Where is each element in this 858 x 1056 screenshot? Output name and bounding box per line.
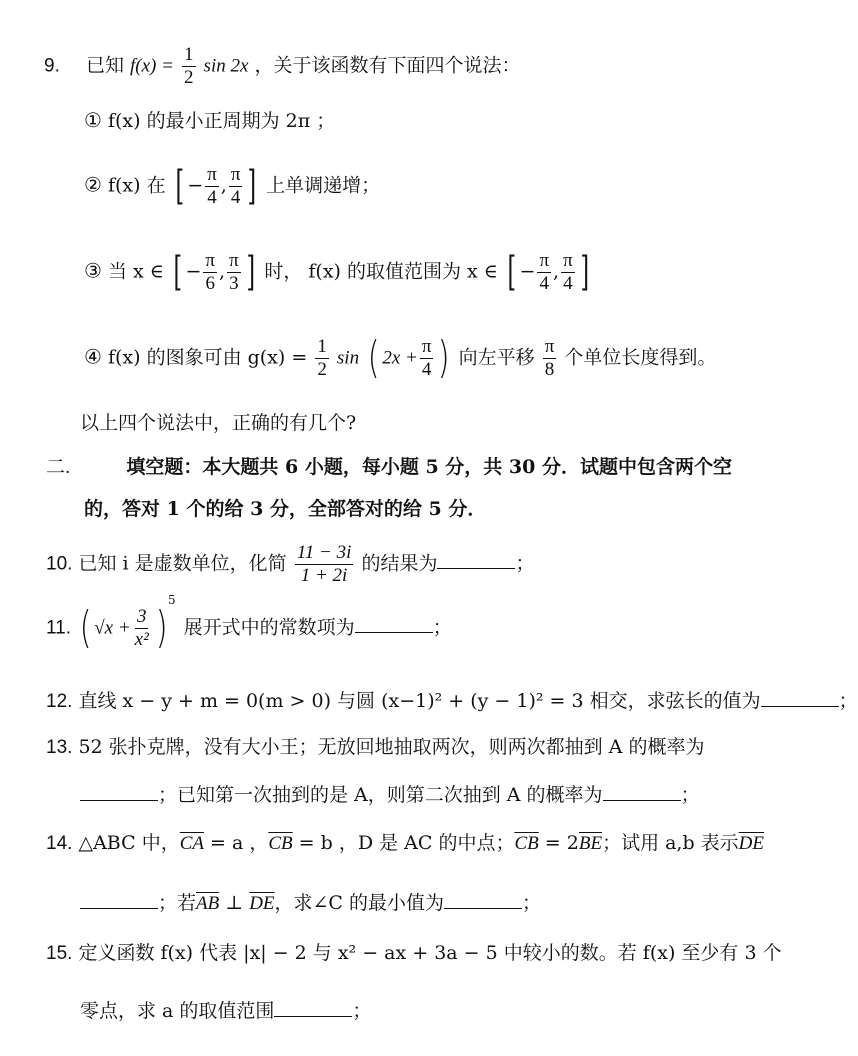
q14-vec-de2: $\overline{DE}$ (249, 893, 275, 914)
q9-s4-inner: 2x + (382, 347, 418, 369)
q14-line2 (80, 890, 541, 913)
q12-a: 直线 x − y + m = 0(m > 0) 与圆 (x−1)² + (y − 1)² = 3 相交，求弦长的值为 (78, 690, 761, 712)
right-bracket-icon: ] (580, 249, 589, 296)
q14-vec-ca: $\overline{CA}$ (179, 833, 204, 854)
q14-vec-ab: $\overline{AB}$ (196, 893, 220, 914)
left-paren-icon: ( (367, 332, 380, 384)
q9-func: f(x) = (130, 55, 174, 77)
q9-statement-2 (84, 164, 380, 209)
q13-line1-text: 52 张扑克牌，没有大小王；无放回地抽取两次，则两次都抽到 A 的概率为 (78, 736, 705, 758)
q9-s3-c: f(x) 的取值范围为 x ∈ (308, 260, 498, 283)
q14-eq2: = 2 (538, 832, 579, 854)
q9-half-fraction: $\frac{1}{2}$ (184, 44, 194, 88)
q9-s3-frac-4: $\frac{\pi}{4}$ (563, 250, 573, 294)
q14-vec-cb2: $\overline{CB}$ (514, 833, 539, 854)
q10-end: ； (515, 552, 535, 575)
right-paren-icon: ) (437, 332, 451, 384)
q9-s4-c: 个单位长度得到。 (564, 346, 717, 369)
circled-2-icon: ② (84, 172, 102, 197)
q11-a: 展开式中的常数项为 (183, 616, 355, 639)
q15-line1 (46, 944, 782, 963)
q14-vec-cb: $\overline{CB}$ (268, 833, 293, 854)
q13-line2 (80, 782, 700, 805)
q10-line (46, 542, 534, 587)
q9-s3-a: 当 x ∈ (107, 260, 164, 283)
q13-line2a: ；已知第一次抽到的是 A，则第二次抽到 A 的概率为 (158, 784, 603, 806)
section2-label: 二. (46, 457, 71, 478)
q9-statement-1 (84, 110, 335, 131)
q11-answer-blank[interactable] (355, 614, 433, 633)
q12-line (46, 688, 858, 711)
q9-s1-text: f(x) 的最小正周期为 2π ； (107, 110, 336, 132)
q13-line1 (46, 738, 705, 757)
q12-answer-blank[interactable] (761, 688, 839, 707)
q9-s2-b: 上单调递增； (266, 174, 381, 197)
circled-4-icon: ④ (84, 344, 102, 369)
q14-vec-de: $\overline{DE}$ (738, 833, 764, 854)
comma: , (219, 260, 226, 283)
q9-s4-half: $\frac{1}{2}$ (317, 336, 327, 380)
q9-s3-frac-2: $\frac{\pi}{3}$ (229, 250, 239, 294)
left-bracket-icon: [ (175, 163, 184, 210)
minus-sign: − (185, 260, 202, 283)
q10-answer-blank[interactable] (437, 550, 515, 569)
q9-number: 9. (44, 55, 60, 77)
q14-answer-blank-1[interactable] (80, 890, 158, 909)
right-paren-icon: ) (155, 602, 168, 654)
q9-s4-b: 向左平移 (458, 346, 535, 369)
q10-a: 已知 i 是虚数单位，化简 (78, 552, 287, 575)
q11-number: 11. (46, 617, 72, 639)
q9-s2-frac-1: $\frac{\pi}{4}$ (207, 164, 217, 208)
q9-s4-sin: sin (336, 347, 360, 369)
q9-s2-frac-2: $\frac{\pi}{4}$ (230, 164, 241, 208)
q13-answer-blank-2[interactable] (603, 782, 681, 801)
q14-vec-be: $\overline{BE}$ (578, 833, 603, 854)
q14-line1 (46, 834, 764, 853)
perpendicular-icon: ⊥ (219, 892, 250, 914)
q14-answer-blank-2[interactable] (444, 890, 522, 909)
q14-line1a: △ABC 中， (78, 832, 180, 854)
q9-s3-b: 时， (264, 260, 303, 283)
q9-s4-a: f(x) 的图象可由 g(x) = (107, 346, 308, 369)
section2-line1: 填空题：本大题共 6 小题，每小题 5 分，共 30 分．试题中包含两个空 (126, 456, 732, 478)
q10-number: 10. (46, 553, 73, 575)
q9-s4-pi-4: $\frac{\pi}{4}$ (421, 336, 432, 380)
q9-s3-frac-3: $\frac{\pi}{4}$ (539, 250, 550, 294)
q9-statement-3 (84, 250, 592, 295)
q10-b: 的结果为 (361, 552, 438, 575)
q15-line2 (80, 998, 371, 1021)
left-bracket-icon: [ (173, 249, 182, 296)
left-bracket-icon: [ (507, 249, 517, 296)
q15-end: ； (352, 1000, 372, 1022)
circled-3-icon: ③ (84, 258, 102, 283)
q15-number: 15. (46, 943, 73, 964)
section2-line2: 的，答对 1 个的给 3 分，全部答对的给 5 分． (84, 498, 487, 520)
minus-sign: − (187, 174, 204, 197)
q9-statement-4 (84, 332, 717, 384)
q11-line (46, 593, 452, 654)
q11-fraction: $\frac{3}{\text{x²}}$ (134, 606, 149, 650)
left-paren-icon: ( (79, 602, 92, 654)
q9-intro-b: ，关于该函数有下面四个说法： (254, 54, 521, 77)
section2-line2-row (84, 500, 486, 519)
circled-1-icon: ① (84, 108, 102, 132)
q10-fraction: $\frac{11 - 3i}{1 + 2i}$ (296, 542, 352, 586)
q11-end: ； (432, 616, 452, 639)
q9-intro-line (44, 44, 520, 89)
q12-end: ； (838, 690, 858, 712)
minus-sign: − (519, 260, 536, 283)
q15-answer-blank[interactable] (274, 998, 352, 1017)
q14-eq-b: = b ， (292, 832, 358, 854)
q14-mid: D 是 AC 的中点； (357, 832, 515, 854)
right-bracket-icon: ] (247, 163, 257, 210)
q14-end: ； (522, 892, 542, 914)
q12-number: 12. (46, 691, 73, 712)
q13-answer-blank-1[interactable] (80, 782, 158, 801)
q9-s2-a: f(x) 在 (107, 174, 166, 197)
right-bracket-icon: ] (246, 249, 255, 296)
section2-heading (46, 458, 732, 477)
q9-question (80, 414, 356, 433)
q15-line2-text: 零点，求 a 的取值范围 (80, 1000, 275, 1022)
q9-s3-frac-1: $\frac{\pi}{6}$ (205, 250, 216, 294)
q11-sqrt: √x + (94, 617, 131, 639)
q11-exponent: 5 (167, 593, 176, 608)
comma: , (220, 174, 227, 197)
q14-line2b: ，求∠C 的最小值为 (274, 892, 445, 914)
q14-number: 14. (46, 833, 73, 854)
q15-line1-text: 定义函数 f(x) 代表 |x| − 2 与 x² − ax + 3a − 5 中较小的数。若 f(x) 至少有 3 个 (78, 942, 782, 964)
q14-line2a: ；若 (158, 892, 197, 914)
q13-number: 13. (46, 737, 73, 758)
q14-eq-a: = a ， (203, 832, 269, 854)
q9-s4-pi-8: $\frac{\pi}{8}$ (544, 336, 555, 380)
q9-intro-a: 已知 (85, 54, 124, 77)
q14-tail: ；试用 a,b 表示 (602, 832, 739, 854)
q9-sin2x: sin 2x (203, 55, 249, 77)
q13-end: ； (680, 784, 700, 806)
comma: , (553, 260, 560, 283)
q9-question-text: 以上四个说法中，正确的有几个? (80, 412, 357, 434)
